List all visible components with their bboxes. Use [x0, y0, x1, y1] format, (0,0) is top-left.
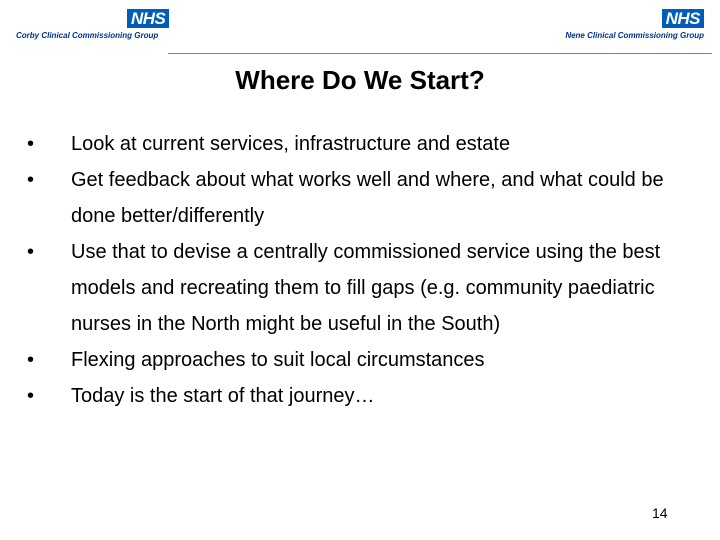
bullet-text: Use that to devise a centrally commissioned service using the best models and recreating them to fill gaps (e.g. community paediatric nurses in the North might be useful in the South)	[71, 241, 661, 335]
nene-ccg-logo	[565, 9, 704, 41]
bullet-dot-icon: •	[27, 349, 35, 371]
bullet-item	[20, 234, 700, 342]
bullet-text: Get feedback about what works well and where, and what could be done better/differently	[71, 169, 664, 227]
corby-ccg-name: Corby Clinical Commissioning Group	[16, 31, 159, 40]
nhs-badge-left: NHS	[127, 9, 169, 28]
bullet-dot-icon: •	[27, 241, 35, 263]
bullet-dot-icon: •	[27, 385, 35, 407]
bullet-text: Look at current services, infrastructure and estate	[71, 133, 511, 155]
bullet-item	[20, 342, 700, 378]
bullet-text: Today is the start of that journey…	[71, 385, 375, 407]
nhs-badge-right: NHS	[662, 9, 704, 28]
bullet-item	[20, 126, 700, 162]
slide-title-text: Where Do We Start?	[235, 65, 485, 95]
bullet-dot-icon: •	[27, 133, 35, 155]
bullet-item	[20, 162, 700, 234]
slide-title	[0, 60, 720, 100]
bullet-text: Flexing approaches to suit local circumstances	[71, 349, 485, 371]
bullet-item	[20, 378, 700, 414]
nene-ccg-name: Nene Clinical Commissioning Group	[565, 31, 704, 40]
page-number: 14	[652, 505, 668, 521]
corby-ccg-logo	[16, 9, 169, 41]
bullet-list	[20, 126, 700, 414]
header-divider	[168, 53, 712, 54]
bullet-dot-icon: •	[27, 169, 35, 191]
